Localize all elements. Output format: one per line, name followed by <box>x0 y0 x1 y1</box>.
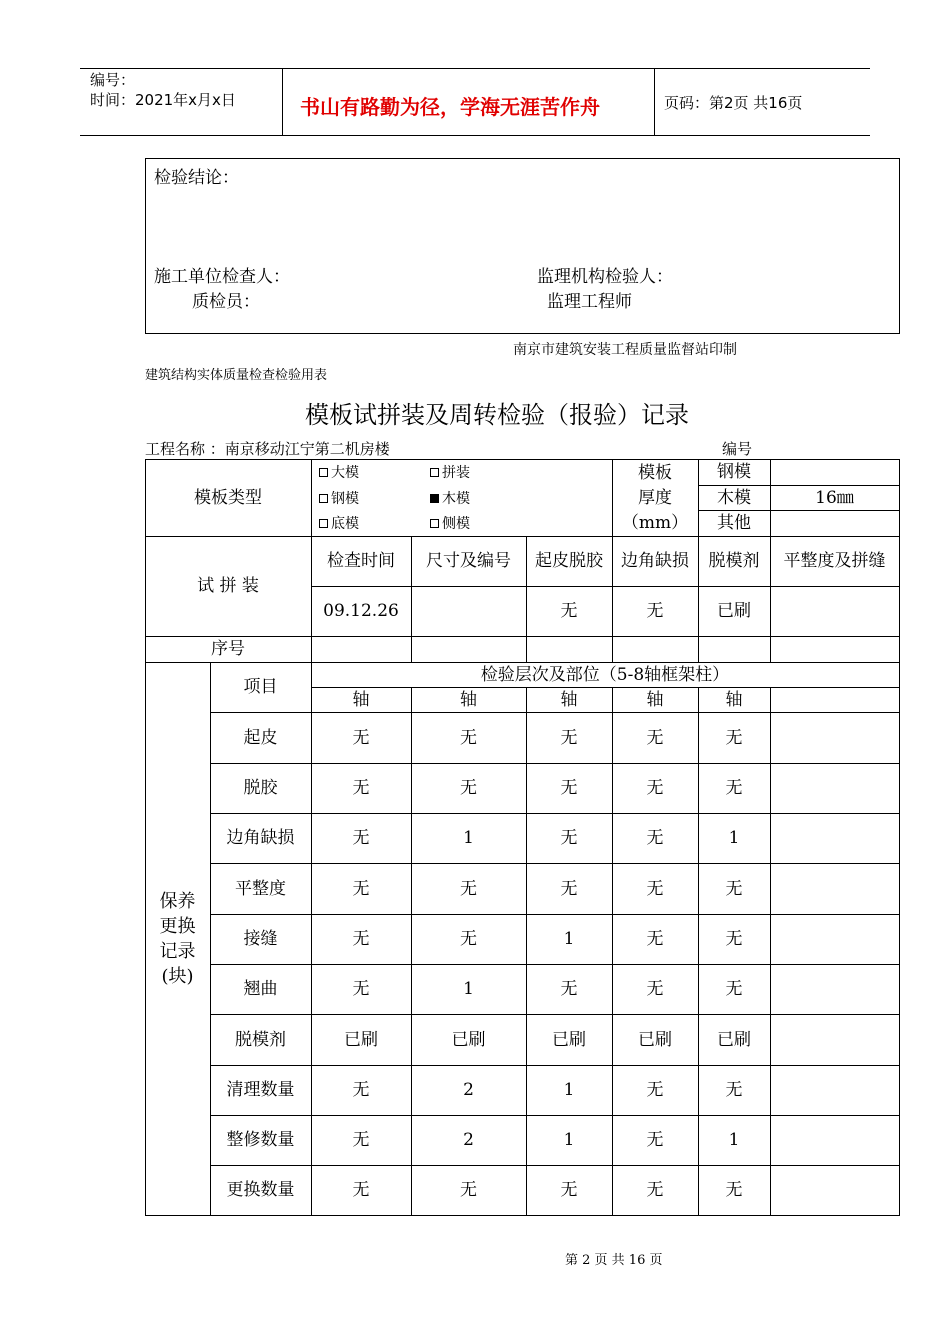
maintenance-value: 无 <box>352 727 370 748</box>
inspection-level-header: 检验层次及部位（5-8轴框架柱） <box>480 664 730 685</box>
maintenance-value <box>770 763 899 813</box>
maintenance-value: 无 <box>560 828 578 848</box>
maintenance-value: 无 <box>725 878 743 899</box>
maintenance-value <box>770 1014 899 1065</box>
trial-assembly-header: 平整度及拼缝 <box>783 551 886 571</box>
trial-assembly-value: 已刷 <box>717 601 751 621</box>
material-name: 木模 <box>717 487 751 508</box>
axis-header: 轴 <box>725 689 743 710</box>
material-name: 钢模 <box>717 462 751 482</box>
axis-header: 轴 <box>460 689 477 710</box>
printer-note: 南京市建筑安装工程质量监督站印制 <box>513 342 737 358</box>
trial-assembly-header: 检查时间 <box>327 551 395 571</box>
maintenance-value <box>770 1165 899 1215</box>
table-rule <box>311 459 312 537</box>
formwork-option-5[interactable] <box>319 512 359 534</box>
thickness-label-line3: （mm） <box>621 513 689 533</box>
formwork-option-3[interactable] <box>319 487 359 509</box>
unchecked-box-icon[interactable] <box>319 519 328 528</box>
maintenance-value: 无 <box>646 828 664 848</box>
axis-header: 轴 <box>560 689 578 710</box>
maintenance-group-label-line: 保养 <box>159 890 196 912</box>
maintenance-value: 无 <box>646 727 664 748</box>
maintenance-value: 无 <box>352 1130 370 1150</box>
maintenance-item-label: 边角缺损 <box>226 828 295 848</box>
formwork-option-6[interactable] <box>430 512 470 534</box>
maintenance-value: 1 <box>563 1130 575 1150</box>
builder-inspector-label: 施工单位检查人： <box>154 267 290 287</box>
formwork-option-label: 侧模 <box>442 516 470 532</box>
axis-header: 轴 <box>646 689 664 710</box>
header-motto: 书山有路勤为径，学海无涯苦作舟 <box>300 95 600 119</box>
maintenance-value <box>770 813 899 863</box>
maintenance-item-label: 接缝 <box>243 929 278 949</box>
formwork-option-label: 钢模 <box>331 491 359 507</box>
maintenance-value: 无 <box>352 979 370 999</box>
maintenance-item-label: 脱模剂 <box>235 1029 286 1050</box>
trial-assembly-label: 试 拼 装 <box>197 576 259 596</box>
maintenance-value: 无 <box>352 828 370 848</box>
maintenance-group-label-line: (块) <box>161 965 194 987</box>
form-title: 模板试拼装及周转检验（报验）记录 <box>305 401 689 429</box>
formwork-type-label: 模板类型 <box>194 487 262 508</box>
formwork-option-1[interactable] <box>319 461 359 483</box>
maintenance-value: 无 <box>560 778 578 798</box>
trial-assembly-header: 脱模剂 <box>708 551 760 571</box>
axis-header <box>770 687 899 712</box>
sequence-label: 序号 <box>211 639 245 659</box>
thickness-label-line2: 厚度 <box>638 487 672 508</box>
maintenance-value: 无 <box>460 778 477 798</box>
sequence-value <box>526 636 612 662</box>
maintenance-value: 已刷 <box>552 1029 586 1050</box>
maintenance-value: 无 <box>352 1180 370 1200</box>
maintenance-value: 无 <box>725 1080 743 1100</box>
sequence-value <box>698 636 770 662</box>
maintenance-value: 无 <box>460 727 477 748</box>
maintenance-value: 无 <box>725 929 743 949</box>
formwork-option-label: 木模 <box>442 491 470 507</box>
project-name: 工程名称 ：南京移动江宁第二机房楼 <box>145 440 390 458</box>
maintenance-value: 无 <box>725 1180 743 1200</box>
maintenance-group-label-line: 更换 <box>159 915 196 937</box>
maintenance-item-label: 起皮 <box>243 727 278 748</box>
material-thickness-value <box>770 459 899 485</box>
formwork-option-2[interactable] <box>430 461 470 483</box>
formwork-option-label: 大模 <box>331 465 359 481</box>
maintenance-value: 无 <box>560 1180 578 1200</box>
doc-number-label: 编号： <box>90 71 136 89</box>
trial-assembly-header: 边角缺损 <box>621 551 689 571</box>
supervisor-engineer-label: 监理工程师 <box>547 292 632 312</box>
maintenance-value: 已刷 <box>451 1029 486 1050</box>
maintenance-value: 无 <box>725 979 743 999</box>
maintenance-value: 无 <box>460 1180 477 1200</box>
maintenance-value: 2 <box>463 1130 474 1150</box>
maintenance-value: 无 <box>352 778 370 798</box>
supervisor-inspector-label: 监理机构检验人： <box>537 267 673 287</box>
doc-time-label: 时间：2021年x月x日 <box>90 91 236 109</box>
maintenance-value: 1 <box>563 929 575 949</box>
maintenance-value: 无 <box>560 878 578 899</box>
sequence-value <box>770 636 899 662</box>
maintenance-value: 2 <box>463 1080 474 1100</box>
maintenance-value: 无 <box>460 878 477 899</box>
maintenance-group-label <box>145 662 210 1215</box>
conclusion-label: 检验结论： <box>154 168 239 188</box>
maintenance-value: 无 <box>646 778 664 798</box>
maintenance-value: 已刷 <box>638 1029 672 1050</box>
trial-assembly-value: 09.12.26 <box>323 601 399 621</box>
maintenance-value <box>770 863 899 914</box>
formwork-option-label: 拼装 <box>442 465 470 481</box>
maintenance-item-label: 清理数量 <box>226 1080 295 1100</box>
sequence-value <box>612 636 698 662</box>
maintenance-value: 1 <box>728 1130 740 1150</box>
quality-inspector-label: 质检员： <box>192 292 260 312</box>
maintenance-value <box>770 1115 899 1165</box>
page-footer: 第 2 页 共 16 页 <box>565 1253 663 1268</box>
maintenance-value: 1 <box>463 979 474 999</box>
axis-header: 轴 <box>352 689 370 710</box>
formwork-option-label: 底模 <box>331 516 359 532</box>
maintenance-item-label: 脱胶 <box>243 778 278 798</box>
trial-assembly-header: 尺寸及编号 <box>426 551 511 571</box>
unchecked-box-icon[interactable] <box>319 494 328 503</box>
maintenance-value: 无 <box>560 979 578 999</box>
maintenance-value: 无 <box>352 929 370 949</box>
maintenance-value <box>770 964 899 1014</box>
table-rule <box>899 459 900 1216</box>
unchecked-box-icon[interactable] <box>319 468 328 477</box>
trial-assembly-value <box>770 586 899 636</box>
maintenance-value: 无 <box>646 929 664 949</box>
sequence-value <box>311 636 411 662</box>
maintenance-value: 无 <box>560 727 578 748</box>
record-number-label: 编号 <box>722 440 753 458</box>
maintenance-value: 1 <box>728 828 740 848</box>
material-thickness-value: 16㎜ <box>815 487 854 508</box>
maintenance-value: 无 <box>646 1080 664 1100</box>
checked-box-icon[interactable] <box>430 494 439 503</box>
maintenance-value: 无 <box>646 878 664 899</box>
table-rule <box>145 1215 900 1216</box>
maintenance-item-label: 平整度 <box>235 878 286 899</box>
maintenance-value: 1 <box>463 828 474 848</box>
maintenance-value: 已刷 <box>344 1029 378 1050</box>
item-header: 项目 <box>243 677 278 697</box>
maintenance-value: 1 <box>563 1080 575 1100</box>
sequence-value <box>411 636 526 662</box>
formwork-option-4[interactable] <box>430 487 470 509</box>
maintenance-value: 无 <box>646 1130 664 1150</box>
page-info: 页码：第2页 共16页 <box>664 94 803 112</box>
thickness-label-line1: 模板 <box>638 462 672 483</box>
maintenance-value: 无 <box>460 929 477 949</box>
maintenance-value: 无 <box>646 979 664 999</box>
form-category: 建筑结构实体质量检查检验用表 <box>145 368 328 383</box>
trial-assembly-header: 起皮脱胶 <box>535 551 603 571</box>
unchecked-box-icon[interactable] <box>430 519 439 528</box>
maintenance-value: 已刷 <box>717 1029 751 1050</box>
maintenance-value: 无 <box>725 778 743 798</box>
material-name: 其他 <box>717 513 751 533</box>
maintenance-item-label: 翘曲 <box>243 979 278 999</box>
maintenance-value <box>770 914 899 964</box>
maintenance-value: 无 <box>352 1080 370 1100</box>
trial-assembly-value: 无 <box>560 601 578 621</box>
maintenance-value <box>770 712 899 763</box>
material-thickness-value <box>770 510 899 536</box>
maintenance-value: 无 <box>646 1180 664 1200</box>
maintenance-item-label: 整修数量 <box>226 1130 295 1150</box>
maintenance-value <box>770 1065 899 1115</box>
maintenance-value: 无 <box>352 878 370 899</box>
maintenance-item-label: 更换数量 <box>226 1180 295 1200</box>
trial-assembly-value: 无 <box>646 601 664 621</box>
maintenance-value: 无 <box>725 727 743 748</box>
maintenance-group-label-line: 记录 <box>159 940 196 962</box>
unchecked-box-icon[interactable] <box>430 468 439 477</box>
trial-assembly-value <box>411 586 526 636</box>
